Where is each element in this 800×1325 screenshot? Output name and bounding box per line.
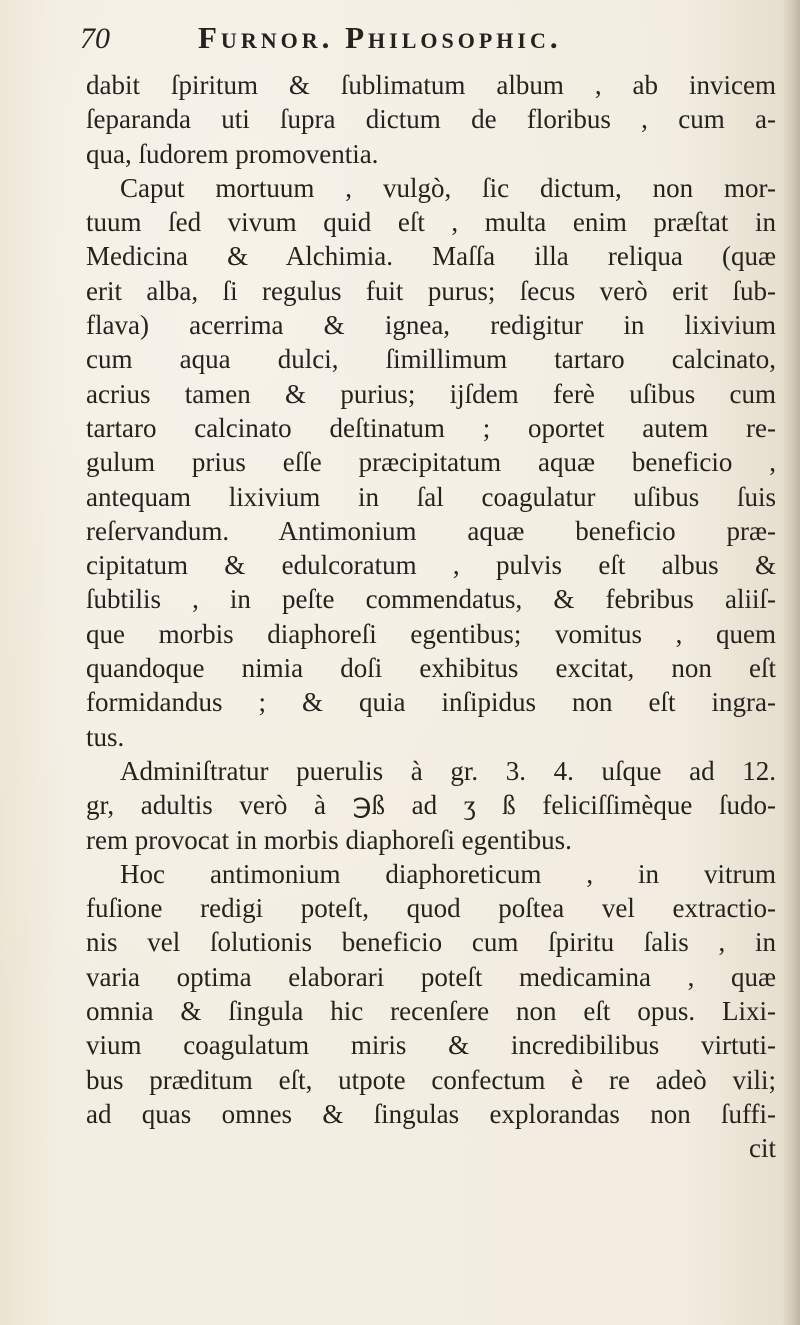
running-head: Furnor. Philosophic.	[198, 20, 562, 55]
text-line: ſubtilis , in peſte commendatus, & febribus aliiſ-	[86, 584, 776, 615]
page-number: 70	[80, 22, 110, 55]
text-line: varia optima elaborari poteſt medicamina , quæ	[86, 961, 776, 992]
text-line: antequam lixivium in ſal coagulatur uſibus ſuis	[86, 481, 776, 512]
text-line: Hoc antimonium diaphoreticum , in vitrum	[120, 858, 776, 889]
page-edge-shadow	[782, 0, 800, 1325]
text-line: quandoque nimia doſi exhibitus excitat, non eſt	[86, 653, 776, 684]
text-line: dabit ſpiritum & ſublimatum album , ab invicem	[86, 70, 776, 100]
text-line: cum aqua dulci, ſimillimum tartaro calcinato,	[86, 344, 776, 375]
text-line: acrius tamen & purius; ijſdem ferè uſibus cum	[86, 378, 776, 409]
text-line: fuſione redigi poteſt, quod poſtea vel extractio-	[86, 893, 776, 924]
text-line: Adminiſtratur puerulis à gr. 3. 4. uſque ad 12.	[120, 755, 776, 786]
body-text	[86, 68, 776, 1166]
text-line: vium coagulatum miris & incredibilibus virtuti-	[86, 1030, 776, 1061]
text-line: gulum prius eſſe præcipitatum aquæ beneficio ,	[86, 447, 776, 478]
text-line: formidandus ; & quia inſipidus non eſt ingra-	[86, 687, 776, 718]
text-line: ad quas omnes & ſingulas explorandas non ſuffi-	[86, 1098, 776, 1129]
text-line: reſervandum. Antimonium aquæ beneficio præ-	[86, 515, 776, 546]
text-line: gr, adultis verò à ℈ß ad ʒ ß feliciſſimèque ſudo-	[86, 790, 776, 821]
text-line: rem provocat in morbis diaphoreſi egentibus.	[86, 824, 572, 855]
text-line: Caput mortuum , vulgò, ſic dictum, non mor-	[120, 172, 776, 203]
page-header	[80, 18, 760, 62]
text-line: Medicina & Alchimia. Maſſa illa reliqua (quæ	[86, 241, 776, 272]
text-line: erit alba, ſi regulus fuit purus; ſecus verò erit ſub-	[86, 275, 776, 306]
text-line: tartaro calcinato deſtinatum ; oportet autem re-	[86, 412, 776, 443]
text-line: qua, ſudorem promoventia.	[86, 138, 379, 169]
text-line: nis vel ſolutionis beneficio cum ſpiritu ſalis , in	[86, 927, 776, 958]
catchword: cit	[749, 1133, 776, 1164]
text-line: que morbis diaphoreſi egentibus; vomitus , quem	[86, 618, 776, 649]
text-line: omnia & ſingula hic recenſere non eſt opus. Lixi-	[86, 996, 776, 1027]
text-line: cipitatum & edulcoratum , pulvis eſt albus &	[86, 550, 776, 581]
text-line: tuum ſed vivum quid eſt , multa enim præſtat in	[86, 207, 776, 238]
text-line: bus præditum eſt, utpote confectum è re adeò vili;	[86, 1064, 776, 1095]
text-line: flava) acerrima & ignea, redigitur in lixivium	[86, 310, 776, 341]
text-line: ſeparanda uti ſupra dictum de floribus , cum a-	[86, 104, 776, 135]
text-line: tus.	[86, 721, 125, 752]
